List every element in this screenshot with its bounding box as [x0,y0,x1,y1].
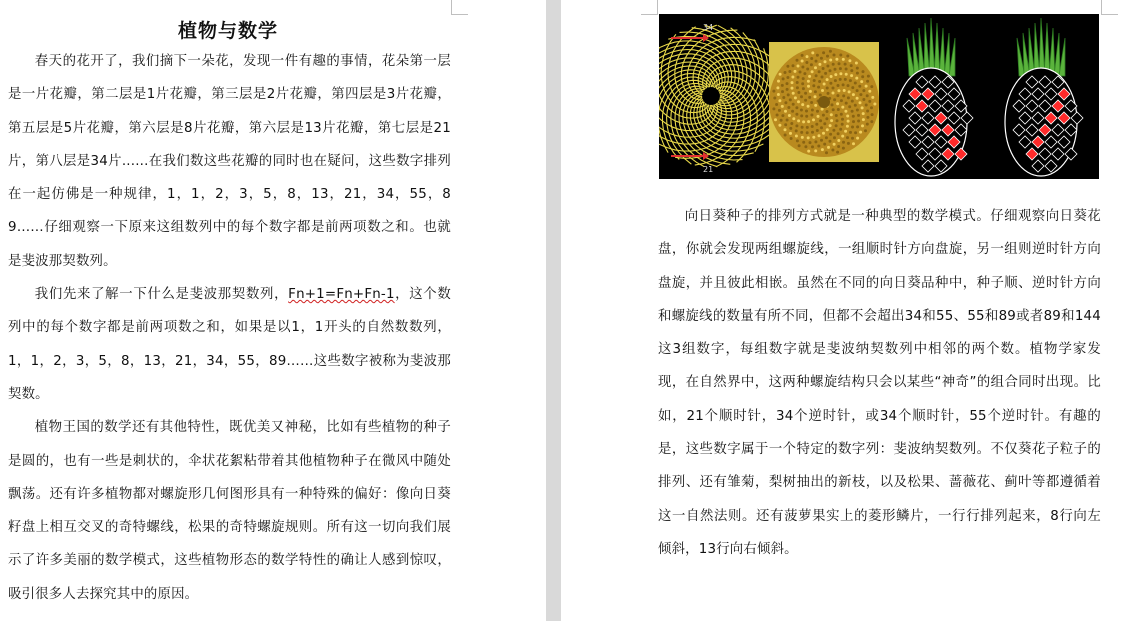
spiral-label-bottom: 21 [703,165,714,174]
margin-corner-mark [641,0,658,15]
margin-corner-mark [451,0,468,15]
paragraph-fibonacci-definition [8,278,451,411]
fibonacci-formula: Fn+1=Fn+Fn-1 [288,287,395,303]
definition-lead: 我们先来了解一下什么是斐波那契数列， [34,287,289,303]
definition-tail: ，这个数列中的每个数字都是前两项数之和，如果是以1，1开头的自然数数列，1，1，2，3，5，8，13，21，34，55，89……这些数字被称为斐波那契数。 [8,287,451,402]
document-title: 植物与数学 [177,20,278,42]
figure-svg [659,14,1099,179]
paragraph-plant-kingdom: 植物王国的数学还有其他特性，既优美又神秘，比如有些植物的种子是圆的，也有一些是刺状的，伞状花絮粘带着其他植物种子在微风中随处飘荡。还有许多植物都对螺旋形几何图形具有一种特殊的偏好：像向日葵籽盘上相互交叉的奇特螺线，松果的奇特螺旋规则。所有这一切向我们展示了许多美丽的数学模式，这些植物形态的数学特性的确让人感到惊叹，吸引很多人去探究其中的原因。 [8,420,451,602]
left-body-text [8,45,451,611]
fibonacci-figure-image [659,14,1099,179]
page-right [561,0,1129,621]
paragraph-sunflower-spirals: 向日葵种子的排列方式就是一种典型的数学模式。仔细观察向日葵花盘，你就会发现两组螺旋线，一组顺时针方向盘旋，另一组则逆时针方向盘旋，并且彼此相嵌。虽然在不同的向日葵品种中，种子顺、逆时针方向和螺旋线的数量有所不同，但都不会超出34和55、55和89或者89和144这3组数字，每组数字就是斐波纳契数列中相邻的两个数。植物学家发现，在自然界中，这两种螺旋结构只会以某些“神奇”的组合同时出现。比如，21个顺时针，34个逆时针，或34个顺时针，55个逆时针。有趣的是，这些数字属于一个特定的数字列：斐波纳契数列。不仅葵花子粒子的排列、还有雏菊，梨树抽出的新枝，以及松果、蔷薇花、蓟叶等都遵循着这一自然法则。还有菠萝果实上的菱形鳞片，一行行排列起来，8行向左倾斜，13行向右倾斜。 [658,209,1101,557]
paragraph-flower-layers: 春天的花开了，我们摘下一朵花，发现一件有趣的事情，花朵第一层是一片花瓣，第二层是1片花瓣，第三层是2片花瓣，第四层是3片花瓣，第五层是5片花瓣，第六层是8片花瓣，第六层是13片花瓣，第七层是21片，第八层是34片......在我们数这些花瓣的同时也在疑问，这些数字排列在一起仿佛是一种规律，1，1，2，3，5，8，13，21，34，55，89……仔细观察一下原来这组数列中的每个数字都是前两项数之和。也就是斐波那契数列。 [8,54,451,269]
margin-corner-mark [1101,0,1118,15]
spiral-label-top: 34 [703,23,714,32]
page-gutter [546,0,561,621]
page-left [0,0,546,621]
right-body-text [658,200,1101,566]
sunflower-photo [769,42,879,162]
